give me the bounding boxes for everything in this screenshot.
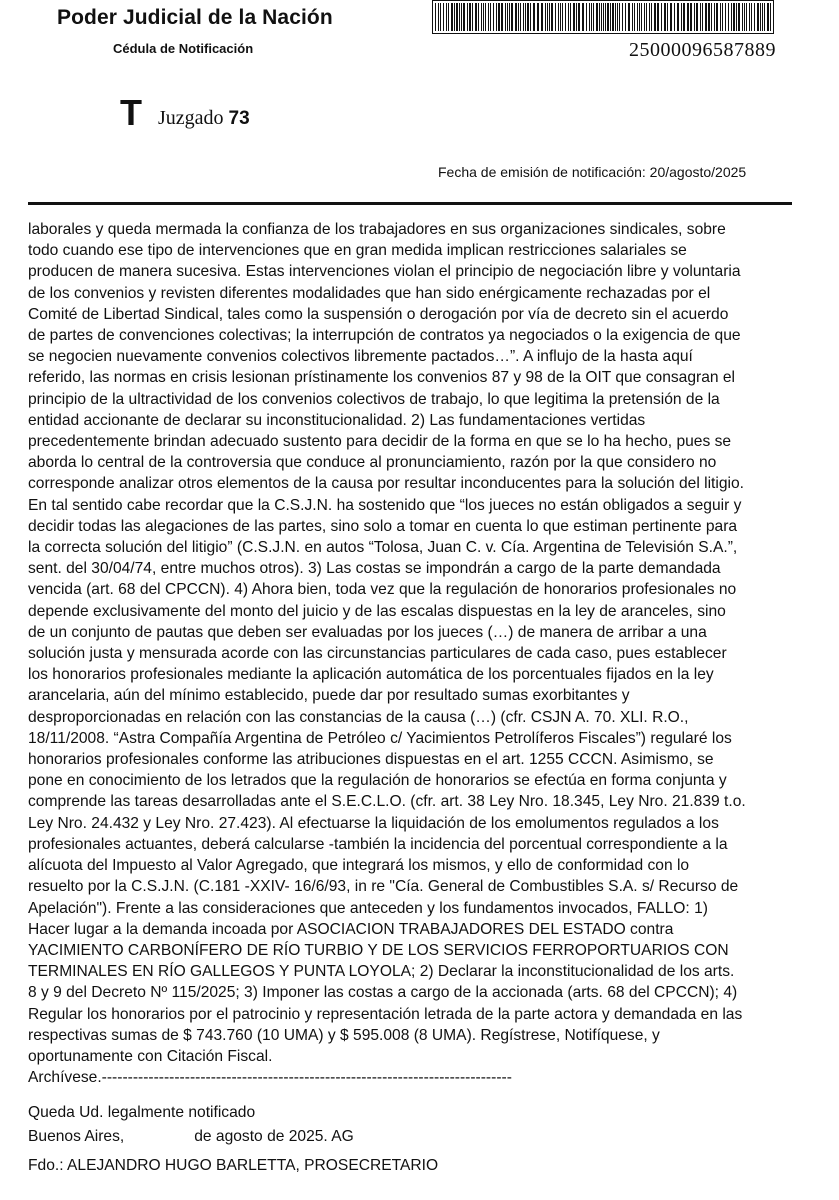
body-line: respectivas sumas de $ 743.760 (10 UMA) y $ 595.008 (8 UMA). Regístrese, Notifíquese, y: [28, 1026, 660, 1044]
juzgado-heading: [158, 107, 250, 130]
body-line: referido, las normas en crisis lesionan prístinamente los convenios 87 y 98 de la OIT que consagran el: [28, 369, 736, 387]
body-line: honorarios profesionales conforme las atribuciones dispuestas en el art. 1255 CCCN. Asimismo, se: [28, 751, 714, 769]
body-line: principio de la ultractividad de los convenios colectivos de trabajo, lo que legitima la pretensión de la: [28, 390, 720, 408]
signature-line: Fdo.: ALEJANDRO HUGO BARLETTA, PROSECRETARIO: [28, 1157, 439, 1174]
body-line: Ley Nro. 24.432 y Ley Nro. 27.423). Al efectuarse la liquidación de los emolumentos regulados a los: [28, 814, 719, 832]
body-line: desproporcionadas en relación con las constancias de la causa (…) (cfr. CSJN A. 70. XLI. R.O.,: [28, 708, 689, 726]
body-line: de los convenios y revisten diferentes modalidades que han sido enérgicamente rechazadas por el: [28, 284, 711, 302]
body-line: profesionales actuantes, deberá calcularse -también la incidencia del porcentual correspondiente a la: [28, 835, 728, 853]
body-line: de un conjunto de pautas que deben ser evaluadas por los jueces (…) de manera de arribar a una: [28, 623, 707, 641]
date: de agosto de 2025. AG: [194, 1128, 354, 1145]
emission-date: Fecha de emisión de notificación: 20/agosto/2025: [438, 164, 747, 180]
body-line: se negocien nuevamente convenios colectivos libremente pactados…”. A influjo de la hasta aquí: [28, 348, 693, 366]
body-line: comprende las tareas desarrolladas ante el S.E.C.L.O. (cfr. art. 38 Ley Nro. 18.345, Ley Nro. 21.839 t.o.: [28, 793, 746, 811]
body-line: producen de manera sucesiva. Estas intervenciones violan el principio de negociación libre y voluntaria: [28, 263, 741, 281]
body-line: todo cuando ese tipo de intervenciones que en gran medida implican restricciones salariales se: [28, 242, 687, 260]
body-line: oportunamente con Citación Fiscal.: [28, 1047, 273, 1065]
juzgado-label: Juzgado: [158, 107, 224, 129]
barcode-image: [432, 0, 774, 34]
court-name: Poder Judicial de la Nación: [57, 6, 333, 29]
place-and-date: [28, 1128, 354, 1146]
body-line: Archívese.-------------------------------------------------------------------------------: [28, 1069, 512, 1087]
body-line: TERMINALES EN RÍO GALLEGOS Y PUNTA LOYOLA; 2) Declarar la inconstitucionalidad de los arts.: [28, 963, 735, 981]
body-line: 8 y 9 del Decreto Nº 115/2025; 3) Imponer las costas a cargo de la accionada (arts. 68 del CPCCN); 4): [28, 984, 738, 1002]
document-type: Cédula de Notificación: [113, 41, 254, 56]
body-line: vencida (art. 68 del CPCCN). 4) Ahora bien, toda vez que la regulación de honorarios profesionales no: [28, 581, 737, 599]
court-letter: T: [120, 92, 142, 133]
place: Buenos Aires,: [28, 1128, 125, 1145]
body-line: solución justa y mensurada acorde con las circunstancias particulares de cada caso, pues establecer: [28, 645, 727, 663]
body-line: corresponde analizar otros elementos de la causa por resultar inconducentes para la solución del litigio.: [28, 475, 744, 493]
body-line: laborales y queda mermada la confianza de los trabajadores en sus organizaciones sindicales, sobre: [28, 221, 726, 238]
body-line: depende exclusivamente del monto del juicio y de las escalas dispuestas en la ley de aranceles, sino: [28, 602, 726, 620]
body-line: resuelto por la C.S.J.N. (C.181 -XXIV- 16/6/93, in re "Cía. General de Combustibles S.A. s/ Recurso de: [28, 878, 739, 896]
notification-body: [28, 219, 798, 1088]
notified-statement: Queda Ud. legalmente notificado: [28, 1104, 256, 1121]
body-line: aborda lo central de la controversia que conduce al pronunciamiento, razón por la que considero no: [28, 454, 717, 472]
body-line: alícuota del Impuesto al Valor Agregado, que integrará los mismos, y ello de conformidad con lo: [28, 857, 690, 875]
body-line: Regular los honorarios por el patrocinio y representación letrada de la parte actora y demandada en las: [28, 1005, 743, 1023]
body-line: Comité de Libertad Sindical, tales como la suspensión o derogación por vía de decreto sin el acuerdo: [28, 305, 729, 323]
body-line: YACIMIENTO CARBONÍFERO DE RÍO TURBIO Y DE LOS SERVICIOS FERROPORTUARIOS CON: [28, 941, 729, 959]
body-line: En tal sentido cabe recordar que la C.S.J.N. ha sostenido que “los jueces no están obligados a seguir y: [28, 496, 742, 514]
body-line: entidad accionante de declarar su inconstitucionalidad. 2) Las fundamentaciones vertidas: [28, 411, 646, 429]
body-line: pone en conocimiento de los letrados que la regulación de honorarios se efectúa en forma conjunta y: [28, 772, 727, 790]
body-line: sent. del 30/04/74, entre muchos otros). 3) Las costas se impondrán a cargo de la parte demandada: [28, 560, 721, 578]
body-line: 18/11/2008. “Astra Compañía Argentina de Petróleo c/ Yacimientos Petrolíferos Fiscales”) regularé los: [28, 729, 732, 747]
header-divider: [28, 202, 792, 205]
body-line: precedentemente brindan adecuado sustento para decidir de la forma en que se lo ha hecho, pues se: [28, 433, 732, 451]
barcode-number: 25000096587889: [629, 39, 776, 61]
body-line: arancelaria, aún del mínimo establecido, puede dar por resultado sumas exorbitantes y: [28, 687, 630, 705]
juzgado-number: 73: [228, 108, 250, 129]
body-line: decidir todas las alegaciones de las partes, sino solo a tomar en cuenta lo que estiman pertinente para: [28, 517, 738, 535]
body-line: Hacer lugar a la demanda incoada por ASOCIACION TRABAJADORES DEL ESTADO contra: [28, 920, 674, 938]
body-line: los honorarios profesionales mediante la aplicación automática de los porcentuales fijados en la ley: [28, 666, 714, 684]
body-line: la correcta solución del litigio” (C.S.J.N. en autos “Tolosa, Juan C. v. Cía. Argentina de Televisión S.A.”,: [28, 539, 738, 557]
body-line: de partes de convenciones colectivas; la interrupción de contratos ya negociados o la exigencia de que: [28, 327, 741, 345]
body-line: Apelación"). Frente a las consideraciones que anteceden y los fundamentos invocados, FALLO: 1): [28, 899, 708, 917]
